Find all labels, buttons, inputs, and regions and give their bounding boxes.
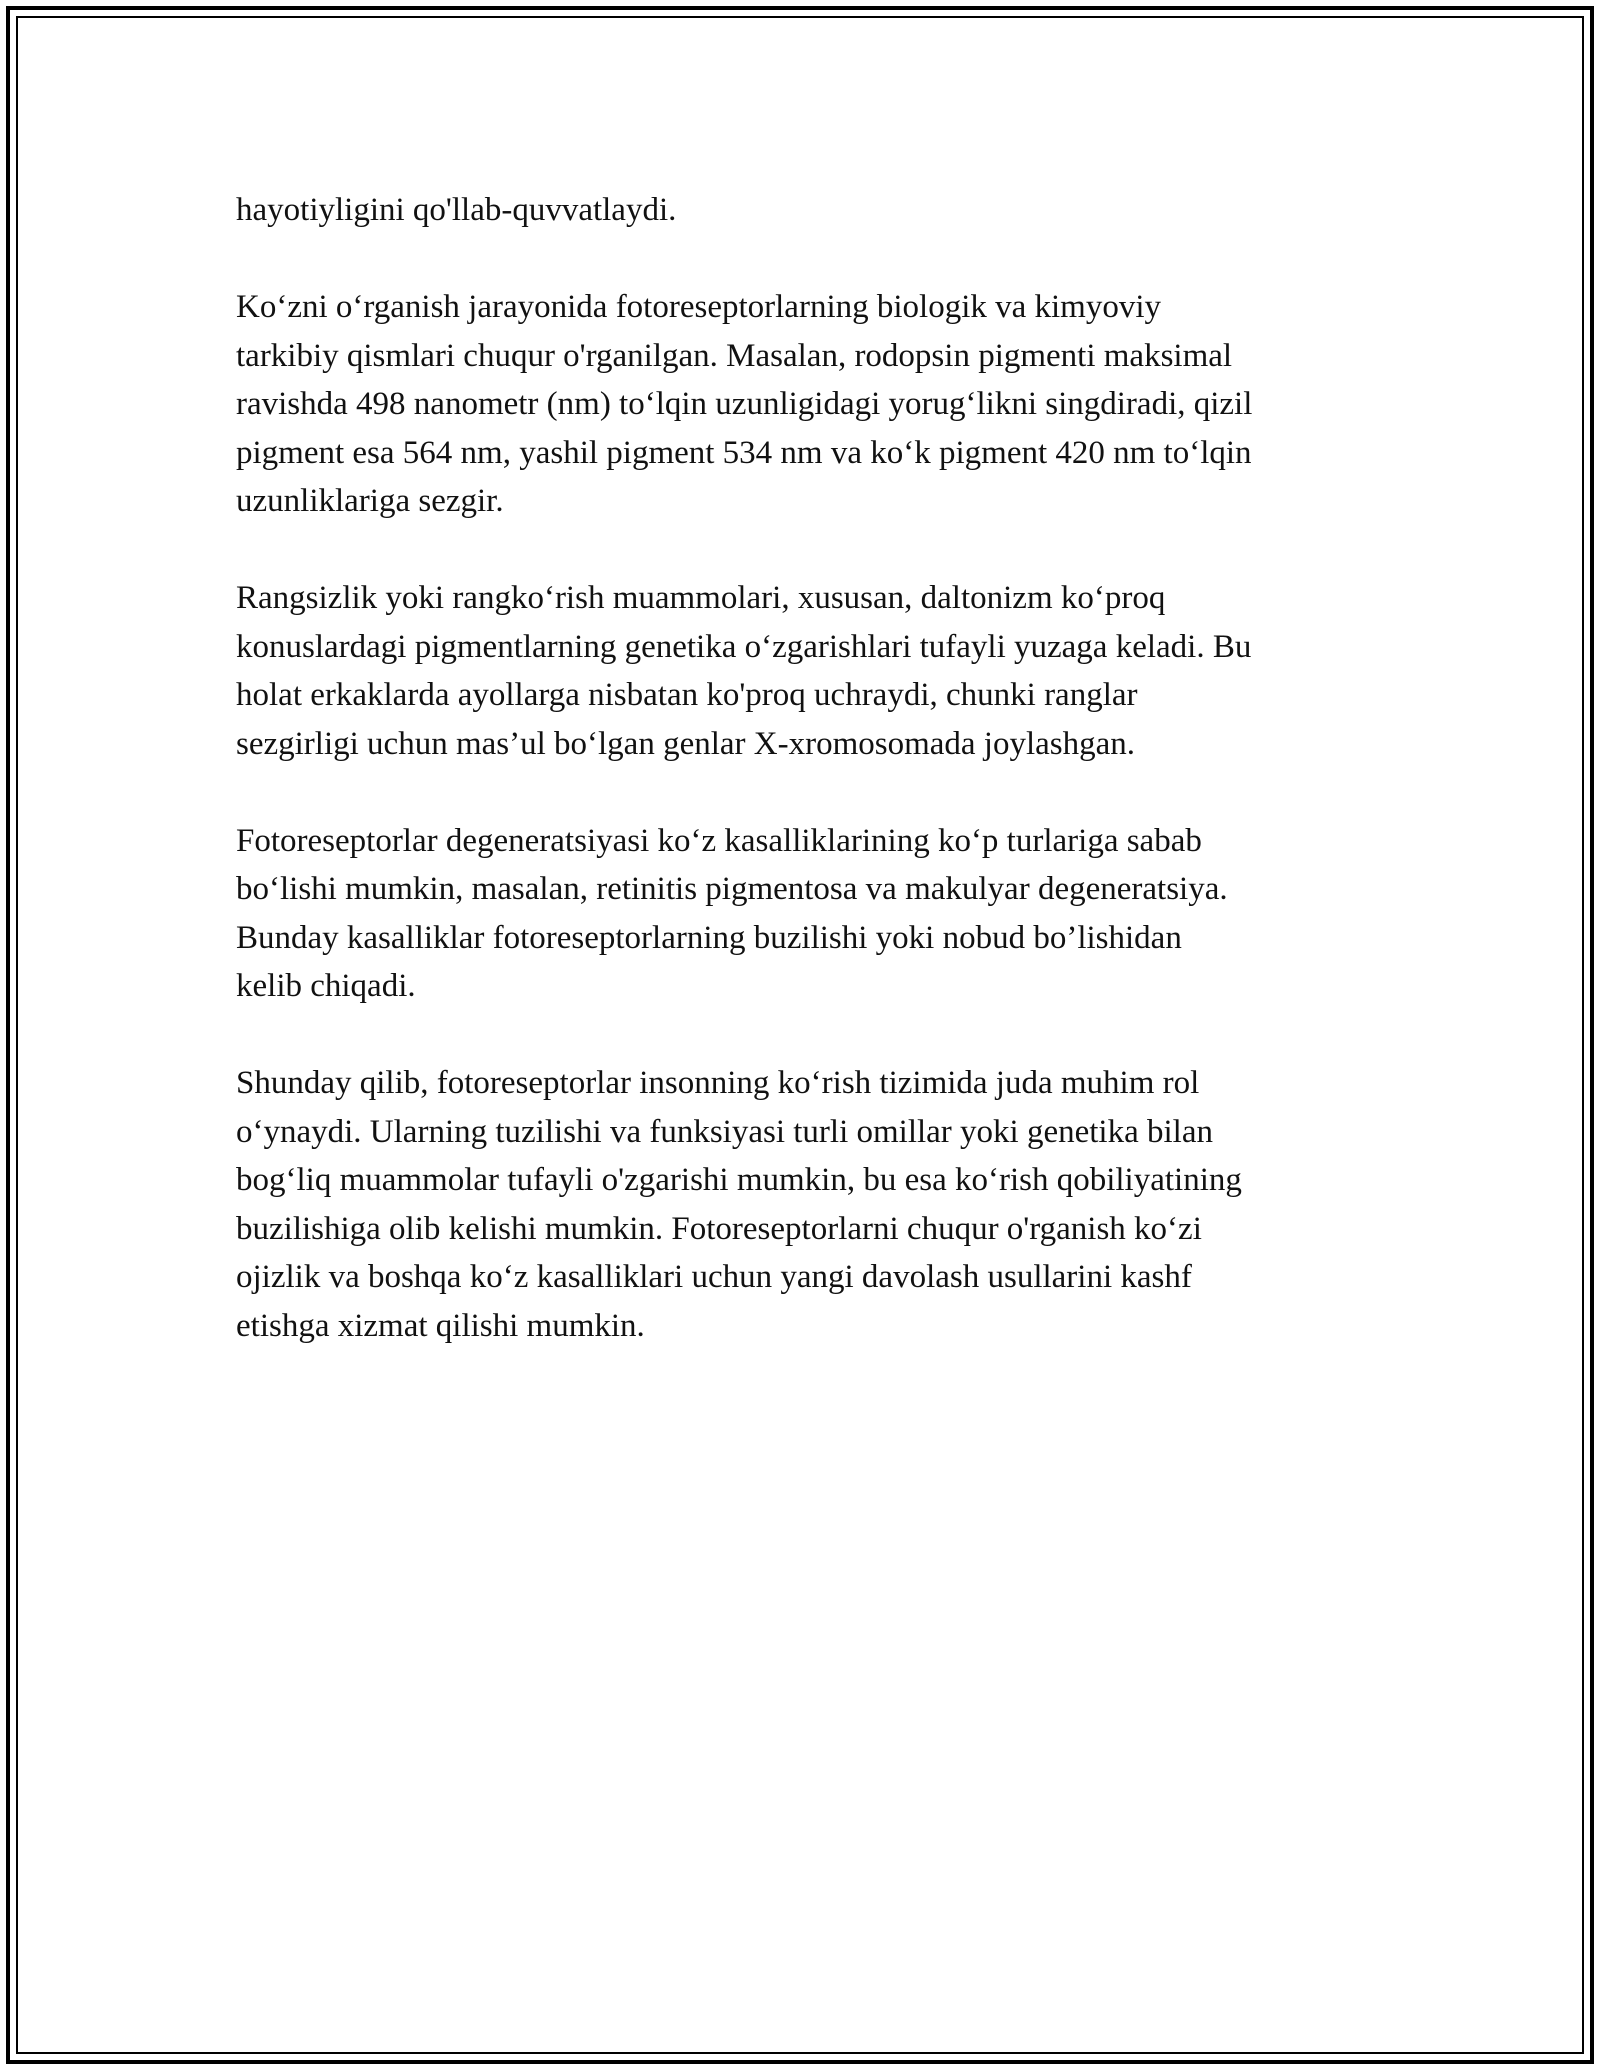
text-line: uzunliklariga sezgir. (236, 483, 504, 519)
text-line: o‘ynaydi. Ularning tuzilishi va funksiyasi turli omillar yoki genetika bilan (236, 1113, 1213, 1150)
paragraph-5 (236, 1059, 1376, 1350)
text-line: etishga xizmat qilishi mumkin. (236, 1307, 645, 1344)
text-line: bog‘liq muammolar tufayli o'zgarishi mumkin, bu esa ko‘rish qobiliyatining (236, 1162, 1242, 1198)
text-line: Shunday qilib, fotoreseptorlar insonning ko‘rish tizimida juda muhim rol (236, 1065, 1200, 1101)
text-line: ravishda 498 nanometr (nm) to‘lqin uzunligidagi yorug‘likni singdiradi, qizil (236, 386, 1253, 422)
text-line: hayotiyligini qo'llab-quvvatlaydi. (236, 192, 677, 228)
paragraph-2 (236, 283, 1376, 526)
text-line: holat erkaklarda ayollarga nisbatan ko'proq uchraydi, chunki ranglar (236, 677, 1138, 713)
text-line: pigment esa 564 nm, yashil pigment 534 nm va ko‘k pigment 420 nm to‘lqin (236, 434, 1252, 471)
text-line: bo‘lishi mumkin, masalan, retinitis pigmentosa va makulyar degeneratsiya. (236, 871, 1228, 907)
paragraph-4 (236, 817, 1376, 1011)
text-line: Fotoreseptorlar degeneratsiyasi ko‘z kasalliklarining ko‘p turlariga sabab (236, 822, 1202, 859)
text-line: tarkibiy qismlari chuqur o'rganilgan. Masalan, rodopsin pigmenti maksimal (236, 337, 1233, 374)
paragraph-1 (236, 186, 1376, 235)
text-line: buzilishiga olib kelishi mumkin. Fotoreseptorlarni chuqur o'rganish ko‘zi (236, 1210, 1202, 1247)
text-line: kelib chiqadi. (236, 968, 416, 1004)
document-body (236, 186, 1376, 1399)
text-line: konuslardagi pigmentlarning genetika o‘zgarishlari tufayli yuzaga keladi. Bu (236, 628, 1252, 665)
paragraph-3 (236, 574, 1376, 768)
text-line: Ko‘zni o‘rganish jarayonida fotoreseptorlarning biologik va kimyoviy (236, 289, 1162, 325)
text-line: Bunday kasalliklar fotoreseptorlarning buzilishi yoki nobud bo’lishidan (236, 919, 1182, 956)
text-line: ojizlik va boshqa ko‘z kasalliklari uchun yangi davolash usullarini kashf (236, 1259, 1192, 1295)
text-line: Rangsizlik yoki rangko‘rish muammolari, xususan, daltonizm ko‘proq (236, 580, 1166, 616)
text-line: sezgirligi uchun mas’ul bo‘lgan genlar X-xromosomada joylashgan. (236, 725, 1136, 762)
